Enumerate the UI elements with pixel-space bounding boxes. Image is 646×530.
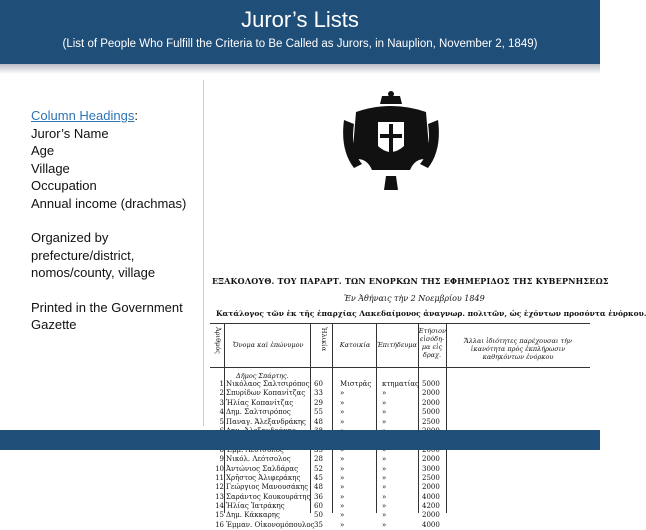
table-rows bbox=[210, 380, 590, 530]
juror-occupation: » bbox=[382, 492, 387, 501]
col-village-header: Κατοικία bbox=[339, 341, 371, 349]
table-row bbox=[210, 483, 590, 492]
slide-footer-bar bbox=[0, 430, 600, 450]
juror-village: Μιστρᾶς bbox=[340, 380, 372, 388]
row-number: 2 bbox=[219, 389, 224, 398]
juror-name: Δημ. Σαλτσιρόπος bbox=[226, 408, 291, 417]
organized-line: prefecture/district, bbox=[31, 247, 135, 263]
row-number: 3 bbox=[219, 398, 224, 407]
row-number: 11 bbox=[215, 473, 224, 482]
col-occupation-header: Ἐπιτήδευμα bbox=[377, 341, 417, 349]
column-headings-link[interactable]: Column Headings bbox=[31, 108, 135, 123]
table-row bbox=[210, 493, 590, 502]
table-row bbox=[210, 465, 590, 474]
heading-colon: : bbox=[134, 108, 138, 123]
row-number: 16 bbox=[215, 520, 224, 529]
column-item: Juror’s Name bbox=[31, 125, 109, 141]
column-headings-heading bbox=[31, 107, 206, 125]
juror-age: 29 bbox=[314, 398, 323, 407]
juror-income: 2500 bbox=[422, 417, 440, 426]
juror-village: » bbox=[340, 473, 345, 482]
printed-line: Printed in the Government bbox=[31, 299, 183, 315]
juror-table bbox=[210, 323, 590, 529]
printed-line: Gazette bbox=[31, 317, 77, 332]
juror-age: 48 bbox=[314, 483, 323, 492]
column-item: Village bbox=[31, 160, 70, 176]
juror-income: 4200 bbox=[422, 502, 440, 511]
slide-title: Juror’s Lists bbox=[241, 7, 359, 32]
row-number: 1 bbox=[219, 380, 224, 388]
juror-name: Ἐμμαν. Οἰκονομόπουλος bbox=[226, 520, 315, 529]
organized-line: Organized by bbox=[31, 230, 109, 245]
row-number: 9 bbox=[219, 455, 224, 464]
table-header-rule bbox=[210, 367, 590, 368]
juror-age: 45 bbox=[314, 473, 323, 482]
table-row bbox=[210, 399, 590, 408]
juror-occupation: » bbox=[382, 464, 387, 473]
juror-income: 4000 bbox=[422, 492, 440, 501]
juror-name: Δημ. Κάκκαρης bbox=[226, 511, 280, 520]
table-row bbox=[210, 380, 590, 389]
juror-occupation: » bbox=[382, 511, 387, 520]
juror-name: Νικόλ. Λεότσολος bbox=[226, 455, 291, 464]
juror-occupation: » bbox=[382, 408, 387, 417]
juror-income: 2000 bbox=[422, 389, 440, 398]
juror-income: 2000 bbox=[422, 483, 440, 492]
juror-name: Σαράντος Κουκουράτης bbox=[226, 492, 311, 501]
juror-village: » bbox=[340, 464, 345, 473]
slide-subtitle: (List of People Who Fulfill the Criteria to Be Called as Jurors, in Nauplion, November 2, 1849) bbox=[62, 38, 538, 50]
row-number: 13 bbox=[215, 492, 224, 501]
table-row bbox=[210, 502, 590, 511]
juror-age: 35 bbox=[314, 520, 323, 529]
coat-of-arms-emblem bbox=[336, 90, 446, 194]
juror-village: » bbox=[340, 511, 345, 520]
gazette-header: ΕΞΑΚΟΛΟΥΘ. ΤΟΥ ΠΑΡΑΡΤ. ΤΩΝ ΕΝΟΡΚΩΝ ΤΗΣ ΕΦΗΜΕΡΙΔΟΣ ΤΗΣ ΚΥΒΕΡΝΗΣΕΩΣ bbox=[212, 276, 609, 286]
juror-income: 4000 bbox=[422, 520, 440, 529]
juror-name: Χρῆστος Ἀλιφεράκης bbox=[226, 473, 301, 482]
juror-name: Σπυρίδων Κοπανίτζας bbox=[226, 389, 306, 398]
slide-title-bar bbox=[0, 0, 600, 64]
gazette-date: Ἐν Ἀθήναις τὴν 2 Νοεμβρίου 1849 bbox=[344, 294, 485, 303]
juror-occupation: » bbox=[382, 473, 387, 482]
juror-occupation: » bbox=[382, 483, 387, 492]
gazette-document-image bbox=[203, 80, 646, 529]
juror-age: 33 bbox=[314, 389, 323, 398]
juror-village: » bbox=[340, 483, 345, 492]
table-top-rule bbox=[210, 323, 590, 324]
juror-income: 5000 bbox=[422, 380, 440, 388]
juror-name: Παναγ. Ἀλεξανδράκης bbox=[226, 417, 306, 426]
table-row bbox=[210, 521, 590, 530]
juror-income: 2000 bbox=[422, 398, 440, 407]
col-notes-header: Ἄλλαι ἰδιότητες παρέχουσαι τὴν ἱκανότητα πρὸς ἐκπλήρωσιν καθηκόντων ἐνόρκου bbox=[464, 337, 572, 361]
row-number: 12 bbox=[215, 483, 224, 492]
row-number: 14 bbox=[215, 502, 224, 511]
juror-income: 2000 bbox=[422, 455, 440, 464]
juror-age: 28 bbox=[314, 455, 323, 464]
juror-age: 52 bbox=[314, 464, 323, 473]
juror-occupation: » bbox=[382, 417, 387, 426]
organized-line: nomos/county, village bbox=[31, 265, 156, 280]
table-row bbox=[210, 474, 590, 483]
title-shadow bbox=[0, 64, 600, 74]
juror-occupation: » bbox=[382, 520, 387, 529]
col-name-header: Ὄνομα καὶ ἐπώνυμον bbox=[232, 341, 304, 349]
juror-age: 36 bbox=[314, 492, 323, 501]
column-item: Age bbox=[31, 143, 55, 158]
column-item: Annual income (drachmas) bbox=[31, 195, 187, 211]
col-age-header: Ἡλικία bbox=[320, 327, 328, 352]
col-income-header: Ἐτήσιον εἰσόδη-μα εἰς δραχ. bbox=[418, 327, 446, 359]
spacer bbox=[31, 282, 206, 299]
juror-village: » bbox=[340, 408, 345, 417]
juror-income: 2000 bbox=[422, 511, 440, 520]
juror-age: 60 bbox=[314, 502, 323, 511]
juror-occupation: » bbox=[382, 455, 387, 464]
table-row bbox=[210, 511, 590, 520]
juror-income: 2500 bbox=[422, 473, 440, 482]
col-number-header: Ἀριθμός bbox=[214, 327, 222, 354]
juror-occupation: » bbox=[382, 398, 387, 407]
juror-income: 3000 bbox=[422, 464, 440, 473]
juror-village: » bbox=[340, 389, 345, 398]
table-row bbox=[210, 418, 590, 427]
juror-age: 60 bbox=[314, 380, 323, 388]
juror-name: Νικόλαος Σαλτσιρόπος bbox=[226, 380, 310, 388]
juror-name: Ἀντώνιος Σαλδάρας bbox=[226, 464, 299, 473]
juror-occupation: κτηματίας bbox=[382, 380, 419, 388]
juror-name: Ἠλίας Ἰατράκης bbox=[226, 502, 285, 511]
juror-age: 48 bbox=[314, 417, 323, 426]
column-item: Occupation bbox=[31, 178, 97, 193]
juror-village: » bbox=[340, 417, 345, 426]
table-row bbox=[210, 389, 590, 398]
bullet-text bbox=[31, 107, 206, 334]
juror-village: » bbox=[340, 455, 345, 464]
juror-village: » bbox=[340, 502, 345, 511]
row-number: 15 bbox=[215, 511, 224, 520]
juror-village: » bbox=[340, 520, 345, 529]
juror-name: Γεώργιος Μανουσάκης bbox=[226, 483, 309, 492]
row-number: 10 bbox=[215, 464, 224, 473]
juror-age: 50 bbox=[314, 511, 323, 520]
table-row bbox=[210, 408, 590, 417]
catalog-title: Κατάλογος τῶν ἐκ τῆς ἐπαρχίας Λακεδαίμονος ἀναγνωρ. πολιτῶν, ὡς ἐχόντων προσόντα ἐνόρκου. bbox=[216, 309, 646, 318]
juror-age: 55 bbox=[314, 408, 323, 417]
juror-occupation: » bbox=[382, 389, 387, 398]
spacer bbox=[31, 212, 206, 229]
juror-occupation: » bbox=[382, 502, 387, 511]
juror-village: » bbox=[340, 492, 345, 501]
juror-village: » bbox=[340, 398, 345, 407]
juror-name: Ἠλίας Κοπανίτζας bbox=[226, 398, 294, 407]
row-number: 5 bbox=[219, 417, 224, 426]
row-number: 4 bbox=[219, 408, 224, 417]
group-label: Δῆμος Σπάρτης. bbox=[236, 372, 289, 380]
juror-income: 5000 bbox=[422, 408, 440, 417]
table-row bbox=[210, 455, 590, 464]
